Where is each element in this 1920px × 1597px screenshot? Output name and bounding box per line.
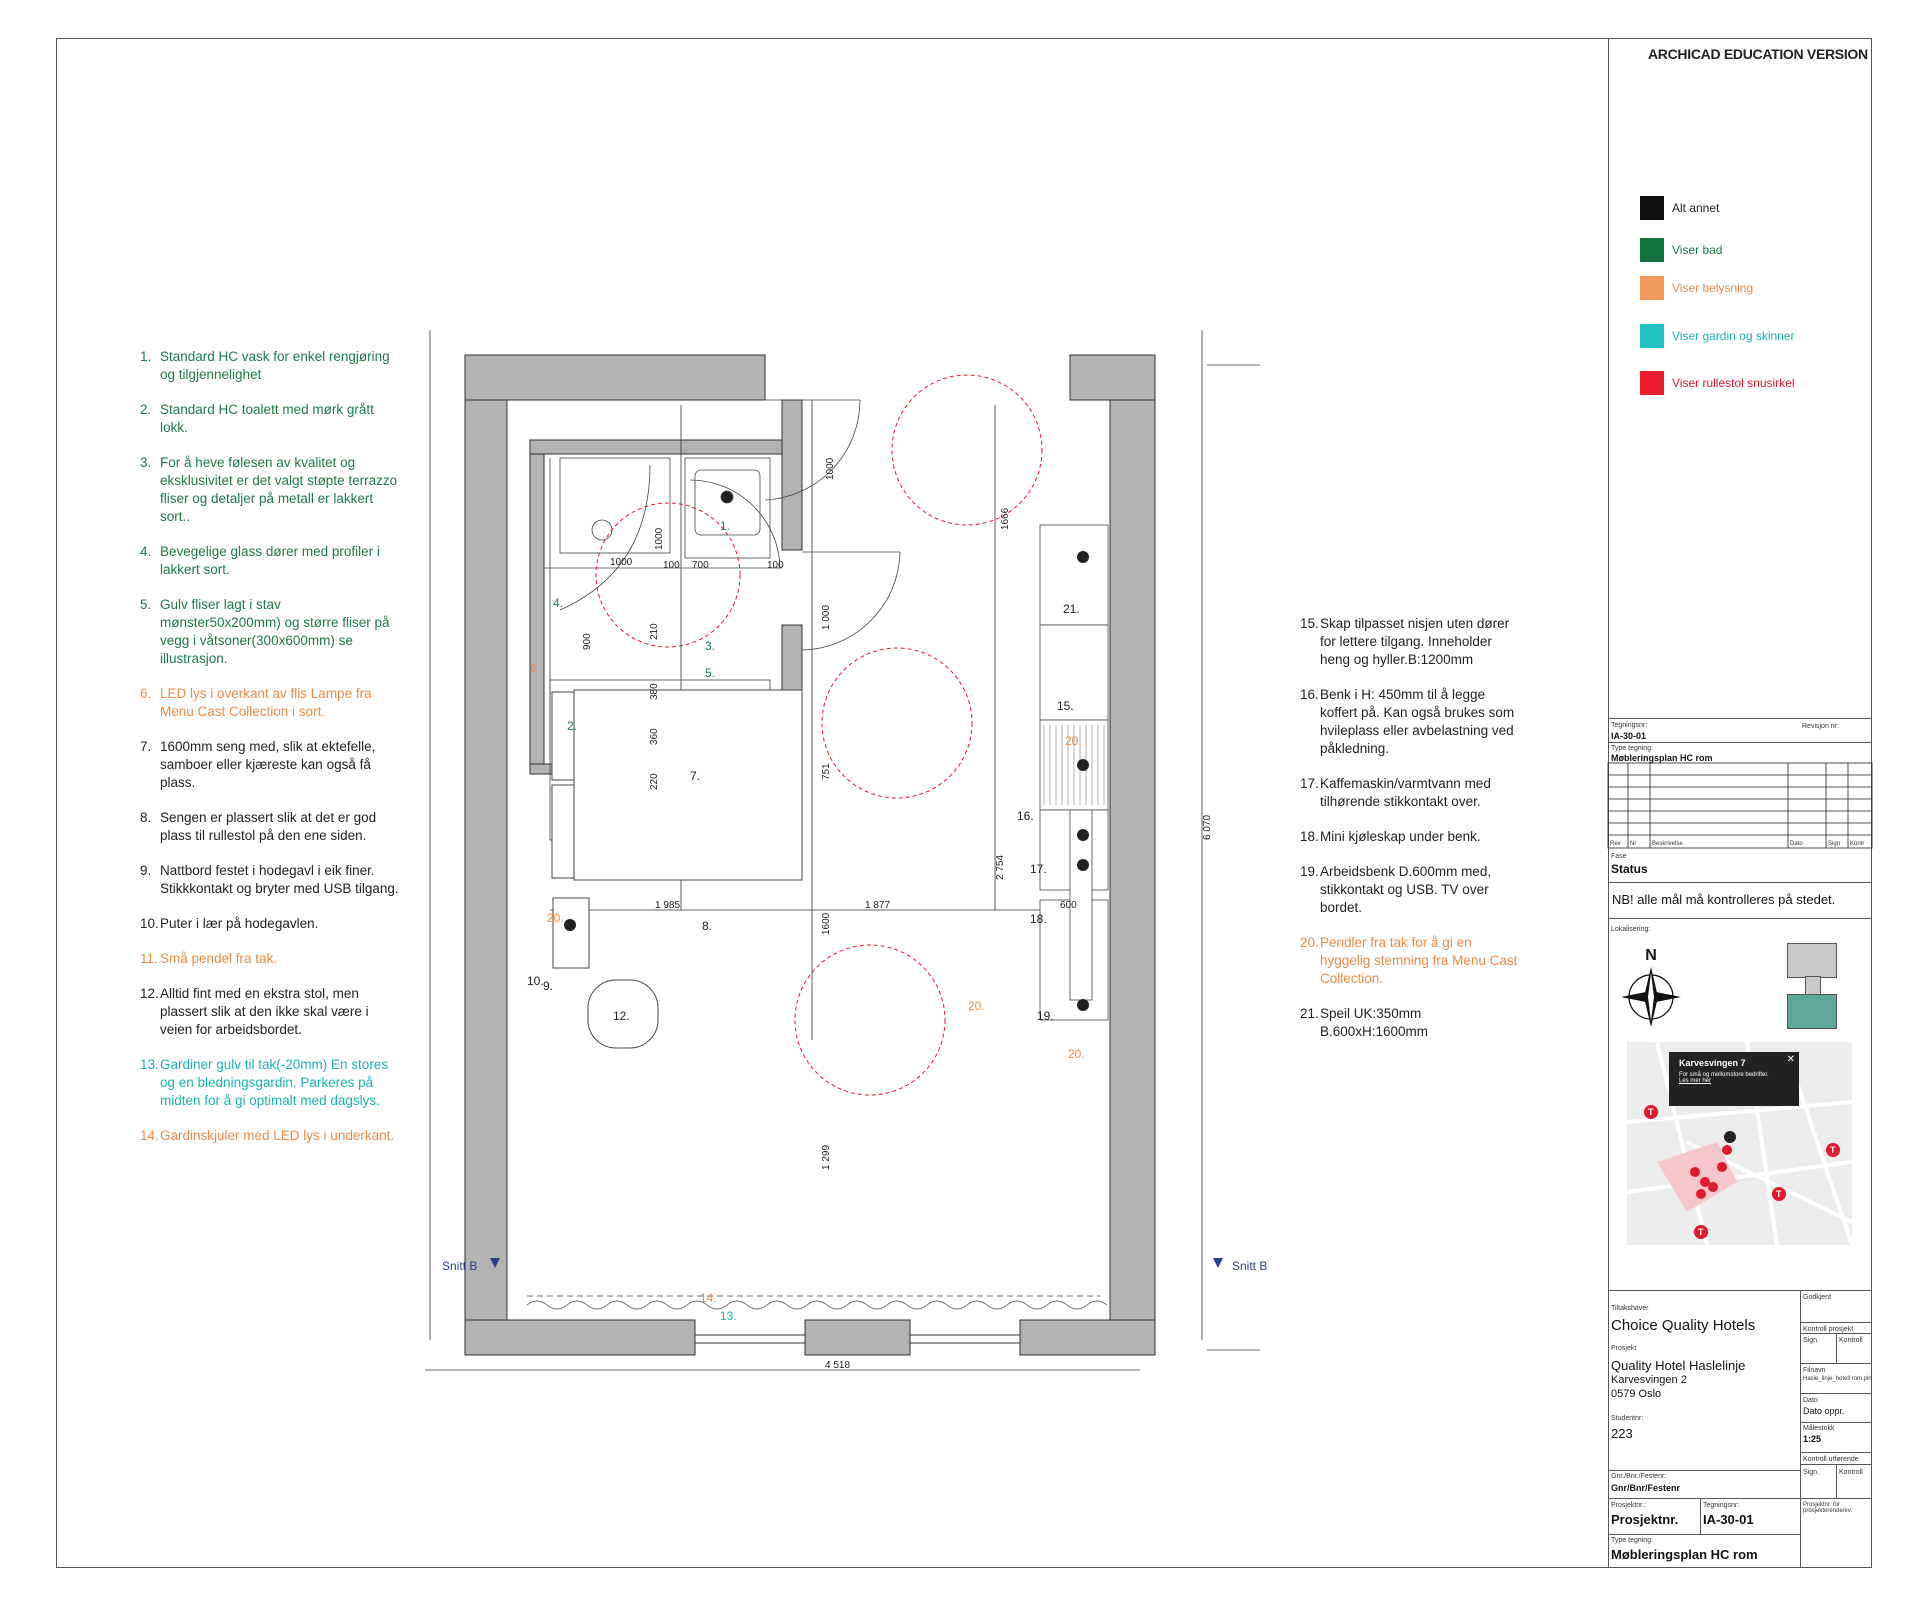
tb-warning: NB! alle mål må kontrolleres på stedet. <box>1612 892 1836 907</box>
plan-item-label: 5. <box>705 666 716 680</box>
north-arrow <box>1616 945 1686 1035</box>
note-item <box>140 985 400 1039</box>
legend-label: Viser bad <box>1672 243 1723 257</box>
legend-item <box>1640 238 1722 262</box>
plan-item-label: 2. <box>567 719 578 733</box>
revision-column-header: Dato <box>1790 841 1803 847</box>
plan-item-label: 15. <box>1057 699 1074 713</box>
tb-godkjent: Godkjent <box>1803 1294 1832 1301</box>
note-text: Standard HC toalett med mørk grått lokk. <box>160 402 374 435</box>
note-item <box>1300 615 1520 669</box>
plan-item-label: 20. <box>1068 1047 1085 1061</box>
revision-column-header: Sign <box>1828 841 1841 847</box>
dimension-label: 1600 <box>821 912 832 935</box>
plan-item-label: 16. <box>1017 809 1034 823</box>
tb-tegningsnr-label: Tegningsnr: <box>1611 722 1648 729</box>
tb-prosjektnr: Prosjektnr. <box>1611 1512 1679 1527</box>
tb-fase-label: Fase <box>1611 853 1627 860</box>
plan-item-label: 13. <box>720 1309 737 1323</box>
tb-kontroll2: Kontroll <box>1839 1469 1863 1476</box>
map-popup-close-icon[interactable]: ✕ <box>1786 1054 1795 1065</box>
plan-item-label: 8. <box>702 919 713 933</box>
plan-item-label: 20. <box>968 999 985 1013</box>
note-item <box>140 950 400 968</box>
tb-tiltakshaver-label: Tiltakshaver <box>1611 1305 1649 1312</box>
note-text: LED lys i overkant av flis Lampe fra Menu Cast Collection i sort. <box>160 686 372 719</box>
note-text: Nattbord festet i hodegavl i eik finer. Stikkkontakt og bryter med USB tilgang. <box>160 863 399 896</box>
north-label: N <box>1645 947 1657 964</box>
note-item <box>1300 934 1520 988</box>
legend-item <box>1640 324 1795 348</box>
legend-item <box>1640 196 1719 220</box>
tb-filnavn: Hasle_linje_hotell rom.pln <box>1803 1376 1872 1382</box>
archicad-stamp: ARCHICAD EDUCATION VERSION <box>1648 46 1868 62</box>
legend-swatch <box>1640 371 1664 395</box>
tb-gnr: Gnr/Bnr/Festenr <box>1611 1483 1681 1493</box>
map-popup-text: For små og mellomstore bedrifter. <box>1679 1072 1769 1078</box>
plan-item-label: 19. <box>1037 1009 1054 1023</box>
tb-prosjektnr-ref: Prosjektnr. for prosjekterende/ev. <box>1803 1502 1852 1514</box>
note-number: 12. <box>140 986 159 1001</box>
svg-text:T: T <box>1698 1227 1704 1237</box>
tb-student: 223 <box>1611 1426 1633 1441</box>
tb-prosjekt-label: Prosjekt <box>1611 1345 1637 1352</box>
note-number: 9. <box>140 863 152 878</box>
dimension-label: 210 <box>649 623 660 640</box>
note-text: For å heve følesen av kvalitet og eksklusivitet er det valgt støpte terrazzo fliser og detaljer på metall er lakkert sort.. <box>160 455 398 524</box>
plan-item-label: 17. <box>1030 862 1047 876</box>
note-number: 19. <box>1300 864 1319 879</box>
revision-table <box>1608 763 1872 853</box>
section-label: Snitt B <box>1232 1259 1268 1273</box>
note-text: Arbeidsbenk D.600mm med, stikkontakt og USB. TV over bordet. <box>1320 864 1492 915</box>
note-number: 18. <box>1300 829 1319 844</box>
dimension-label: 1 985 <box>655 900 681 911</box>
note-item <box>140 809 400 845</box>
tb-type2-label: Type tegning: <box>1611 1537 1654 1544</box>
svg-text:T: T <box>1776 1189 1782 1199</box>
plan-item-label: 21. <box>1063 602 1080 616</box>
plan-item-label: 10. <box>527 974 544 988</box>
dimension-label: 6 070 <box>1202 814 1213 840</box>
revision-column-header: Rev <box>1610 841 1621 847</box>
note-number: 7. <box>140 739 152 754</box>
note-text: Gulv fliser lagt i stav mønster50x200mm) og større fliser på vegg i våtsoner(300x600mm) se illustrasjon. <box>160 597 390 666</box>
legend-label: Viser gardin og skinner <box>1672 329 1795 343</box>
map-popup-link[interactable]: Les mer her <box>1679 1078 1712 1084</box>
curtain <box>527 1296 1107 1309</box>
note-item <box>1300 1005 1520 1041</box>
location-key-bottom <box>1787 994 1837 1029</box>
note-item <box>140 401 400 437</box>
tb-sign: Sign. <box>1803 1337 1819 1344</box>
note-item <box>140 1127 400 1145</box>
note-number: 3. <box>140 455 152 470</box>
bed-frame <box>574 690 802 880</box>
sink-drain <box>721 491 733 503</box>
plan-item-label: 7. <box>690 769 701 783</box>
legend-label: Viser rullestol snusirkel <box>1672 376 1795 390</box>
plan-item-label: 14. <box>700 1291 717 1305</box>
note-item <box>1300 828 1520 846</box>
note-item <box>1300 686 1520 758</box>
floor-plan <box>420 320 1268 1371</box>
plan-item-label: 20. <box>547 911 564 925</box>
tb-type: Møbleringsplan HC rom <box>1611 753 1713 763</box>
plan-item-label: 9. <box>543 979 554 993</box>
plan-item-label: 20. <box>1065 734 1082 748</box>
tb-address2: 0579 Oslo <box>1611 1388 1662 1400</box>
legend-swatch <box>1640 238 1664 262</box>
note-text: Puter i lær på hodegavlen. <box>160 916 319 931</box>
tb-kontroll: Kontroll <box>1839 1337 1863 1344</box>
note-item <box>1300 775 1520 811</box>
plan-item-label: 1. <box>720 519 731 533</box>
tb-sign2: Sign. <box>1803 1469 1819 1476</box>
note-text: Skap tilpasset nisjen uten dører for lettere tilgang. Inneholder heng og hyller.B:1200mm <box>1320 616 1510 667</box>
revision-column-header: Beskrivelse <box>1652 841 1683 847</box>
svg-text:T: T <box>1830 1145 1836 1155</box>
note-number: 17. <box>1300 776 1319 791</box>
plan-item-label: 18. <box>1030 912 1047 926</box>
location-map[interactable] <box>1627 1042 1852 1245</box>
pillow-bottom <box>552 785 574 878</box>
note-text: Standard HC vask for enkel rengjøring og tilgjennelighet <box>160 349 390 382</box>
tb-tegningsnr: IA-30-01 <box>1611 731 1647 741</box>
legend-label: Alt annet <box>1672 201 1720 215</box>
tb-tegningsnr2: IA-30-01 <box>1703 1512 1754 1527</box>
tb-tegningsnr2-label: Tegningsnr: <box>1703 1502 1740 1509</box>
note-text: Benk i H: 450mm til å legge koffert på. Kan også brukes som hvileplass eller avbelastning ved påkledning. <box>1320 687 1515 756</box>
tb-filnavn-label: Filnavn <box>1803 1367 1826 1374</box>
dimension-label: 751 <box>821 763 832 780</box>
note-number: 21. <box>1300 1006 1319 1021</box>
tb-student-label: Studentnr: <box>1611 1415 1644 1422</box>
note-text: Speil UK:350mm B.600xH:1600mm <box>1320 1006 1429 1039</box>
note-number: 16. <box>1300 687 1319 702</box>
note-item <box>140 596 400 668</box>
dimension-label: 700 <box>692 560 709 571</box>
location-key-mid <box>1805 976 1821 996</box>
plan-item-label: 3. <box>705 639 716 653</box>
note-number: 11. <box>140 951 158 966</box>
note-text: Gardinskjuler med LED lys i underkant. <box>160 1128 395 1143</box>
dimension-label: 100 <box>663 560 680 571</box>
revision-column-header: Nr <box>1630 841 1637 847</box>
dimension-label: 1000 <box>825 457 836 480</box>
note-number: 5. <box>140 597 152 612</box>
dimension-label: 900 <box>582 633 593 650</box>
tb-type2: Møbleringsplan HC rom <box>1611 1547 1758 1562</box>
note-item <box>140 915 400 933</box>
tb-malestokk: 1:25 <box>1803 1434 1822 1444</box>
dimension-label: 4 518 <box>825 1360 851 1371</box>
tb-kontroll-utforende: Kontroll utførende <box>1803 1456 1859 1463</box>
dimension-label: 1666 <box>1000 507 1011 530</box>
dimension-label: 1000 <box>654 527 665 550</box>
tb-dato-label: Dato <box>1803 1397 1818 1404</box>
dimension-label: 100 <box>767 560 784 571</box>
note-text: Små pendel fra tak. <box>160 951 278 966</box>
nightstand <box>553 898 589 968</box>
svg-text:T: T <box>1648 1107 1654 1117</box>
note-text: Kaffemaskin/varmtvann med tilhørende stikkontakt over. <box>1320 776 1491 809</box>
note-text: Gardiner gulv til tak(-20mm) En stores og en bledningsgardin. Parkeres på midten for å gi optimalt med dagslys. <box>160 1057 389 1108</box>
note-text: Bevegelige glass dører med profiler i lakkert sort. <box>160 544 380 577</box>
tb-type-label: Type tegning: <box>1611 745 1654 752</box>
sink <box>685 458 770 558</box>
note-item <box>140 454 400 526</box>
legend-swatch <box>1640 324 1664 348</box>
note-text: Pendler fra tak for å gi en hyggelig stemning fra Menu Cast Collection. <box>1320 935 1518 986</box>
notes-left <box>140 348 400 1162</box>
note-text: Sengen er plassert slik at det er god plass til rullestol på den ene siden. <box>160 810 377 843</box>
note-item <box>140 685 400 721</box>
legend-swatch <box>1640 196 1664 220</box>
tb-tiltakshaver: Choice Quality Hotels <box>1611 1317 1756 1334</box>
note-number: 1. <box>140 349 152 364</box>
dimension-label: 1 000 <box>821 604 832 630</box>
note-number: 20. <box>1300 935 1319 950</box>
plan-item-label: 4. <box>553 596 564 610</box>
location-key-top <box>1787 943 1837 978</box>
note-number: 13. <box>140 1057 159 1072</box>
legend-item <box>1640 276 1753 300</box>
dimension-label: 220 <box>649 773 660 790</box>
section-label: Snitt B <box>442 1259 478 1273</box>
note-text: Alltid fint med en ekstra stol, men plassert slik at den ikke skal være i veien for arbeidsbordet. <box>160 986 369 1037</box>
note-number: 15. <box>1300 616 1319 631</box>
note-text: 1600mm seng med, slik at ektefelle, samboer eller kjæreste kan også få plass. <box>160 739 376 790</box>
revision-column-header: Kontr <box>1850 841 1865 847</box>
tb-prosjektnr-label: Prosjektnr.: <box>1611 1502 1647 1509</box>
note-number: 14. <box>140 1128 159 1143</box>
tb-kontroll-prosjekt: Kontroll prosjekt <box>1803 1326 1854 1333</box>
plan-item-label: 12. <box>613 1009 630 1023</box>
dimension-label: 600 <box>1060 900 1077 911</box>
pillow-top <box>552 692 574 780</box>
note-number: 2. <box>140 402 152 417</box>
map-popup <box>1669 1052 1799 1106</box>
tb-dato: Dato oppr. <box>1803 1406 1845 1416</box>
dimension-label: 360 <box>649 728 660 745</box>
window-glass <box>695 1335 805 1343</box>
note-number: 8. <box>140 810 152 825</box>
note-item <box>1300 863 1520 917</box>
note-item <box>140 1056 400 1110</box>
tb-prosjekt: Quality Hotel Haslelinje <box>1611 1358 1746 1373</box>
plan-item-label: 6. <box>530 661 541 675</box>
dimension-label: 380 <box>649 683 660 700</box>
note-item <box>140 348 400 384</box>
note-number: 4. <box>140 544 152 559</box>
note-item <box>140 862 400 898</box>
tb-revisjon-label: Revisjon nr: <box>1802 723 1839 730</box>
legend-swatch <box>1640 276 1664 300</box>
note-number: 10. <box>140 916 159 931</box>
note-number: 6. <box>140 686 152 701</box>
note-item <box>140 738 400 792</box>
dimension-label: 1 877 <box>865 900 891 911</box>
tb-address1: Karvesvingen 2 <box>1611 1374 1687 1386</box>
tb-status: Status <box>1611 862 1648 876</box>
legend-label: Viser belysning <box>1672 281 1754 295</box>
legend-item <box>1640 371 1795 395</box>
note-text: Mini kjøleskap under benk. <box>1320 829 1481 844</box>
dimension-label: 1 299 <box>821 1144 832 1170</box>
tb-malestokk-label: Målestokk <box>1803 1425 1835 1432</box>
note-item <box>140 543 400 579</box>
dimension-label: 2 754 <box>995 854 1006 880</box>
tb-gnr-label: Gnr./Bnr./Festenr: <box>1611 1473 1667 1480</box>
dimension-label: 1000 <box>610 557 633 568</box>
notes-right <box>1300 615 1520 1058</box>
tb-lokalisering: Lokalisering: <box>1611 926 1651 933</box>
map-popup-title: Karvesvingen 7 <box>1679 1058 1746 1068</box>
